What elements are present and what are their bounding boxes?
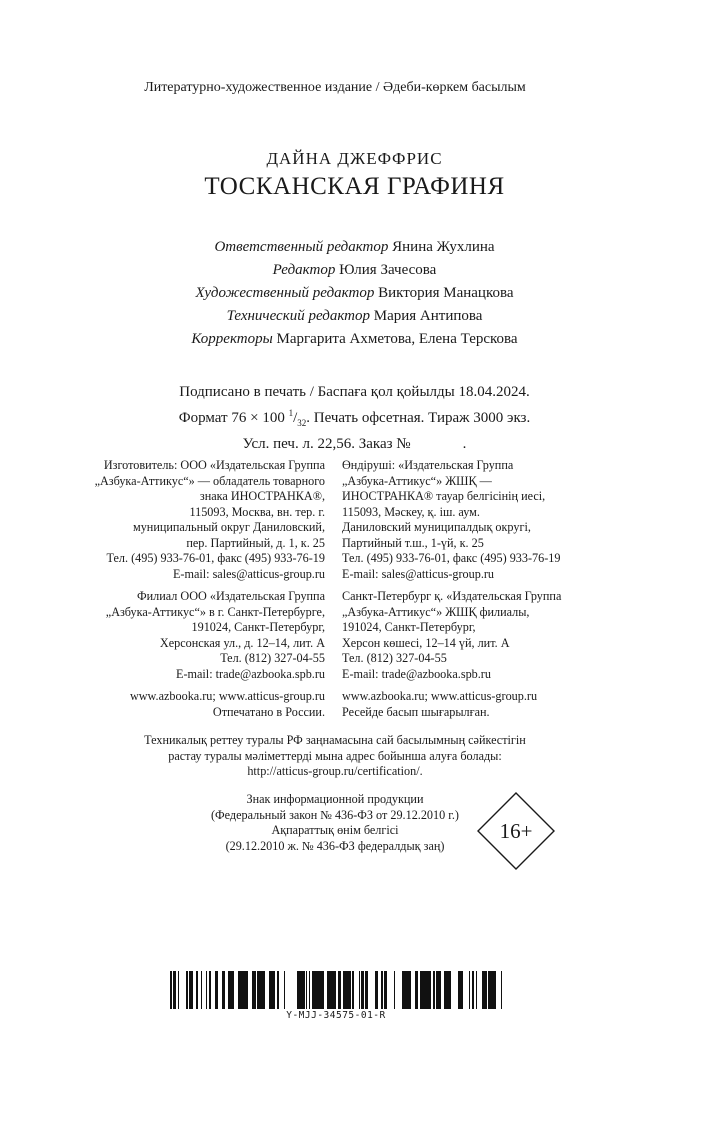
barcode-bar bbox=[444, 971, 446, 1009]
credit-role: Ответственный редактор bbox=[214, 239, 389, 255]
text-line: E-mail: trade@azbooka.spb.ru bbox=[176, 666, 325, 681]
text-line: ИНОСТРАНКА® тауар белгісінің иесі, bbox=[342, 489, 546, 503]
barcode-bar bbox=[209, 971, 210, 1009]
barcode-bar bbox=[297, 971, 298, 1009]
barcode-bar bbox=[343, 971, 346, 1009]
text-line: „Азбука-Аттикус“» — обладатель товарного bbox=[94, 473, 325, 488]
barcode-bar bbox=[439, 971, 441, 1009]
website-line: www.azbooka.ru; www.atticus-group.ru bbox=[342, 689, 538, 703]
barcode-bar bbox=[239, 971, 242, 1009]
text-line: Ресейде басып шығарылған. bbox=[342, 704, 490, 719]
barcode bbox=[170, 971, 502, 1009]
text-line: http://atticus-group.ru/certification/. bbox=[247, 764, 423, 778]
barcode-bar bbox=[327, 971, 329, 1009]
barcode-bar bbox=[222, 971, 225, 1009]
barcode-bar bbox=[494, 971, 496, 1009]
barcode-bar bbox=[319, 971, 322, 1009]
barcode-bar bbox=[322, 971, 324, 1009]
barcode-bar bbox=[178, 971, 179, 1009]
barcode-bar bbox=[312, 971, 314, 1009]
text-line: Филиал ООО «Издательская Группа bbox=[137, 589, 325, 603]
barcode-bar bbox=[381, 971, 383, 1009]
credit-name: Мария Антипова bbox=[373, 308, 483, 324]
print-info bbox=[0, 382, 709, 455]
text-line: (Федеральный закон № 436-ФЗ от 29.12.2010 г.) bbox=[211, 807, 459, 822]
barcode-bar bbox=[309, 971, 310, 1009]
text-line: Херсонская ул., д. 12–14, лит. А bbox=[159, 635, 325, 650]
barcode-bar bbox=[316, 971, 317, 1009]
barcode-bar bbox=[260, 971, 262, 1009]
barcode-bar bbox=[384, 971, 385, 1009]
format-fraction-den: 32 bbox=[297, 418, 307, 428]
barcode-bar bbox=[426, 971, 427, 1009]
format-prefix: Формат 76 × 100 bbox=[178, 410, 285, 426]
web-ru bbox=[60, 689, 325, 720]
barcode-bar bbox=[242, 971, 245, 1009]
credit-role: Художественный редактор bbox=[195, 285, 375, 301]
barcode-bar bbox=[259, 971, 260, 1009]
text-line: E-mail: sales@atticus-group.ru bbox=[172, 566, 325, 581]
barcode-label: Y-MJJ-34575-01-R bbox=[286, 1010, 386, 1021]
credit-role: Технический редактор bbox=[226, 308, 370, 324]
barcode-bar bbox=[361, 971, 364, 1009]
barcode-bar bbox=[375, 971, 378, 1009]
barcode-bar bbox=[472, 971, 474, 1009]
barcode-bar bbox=[230, 971, 232, 1009]
credit-line bbox=[0, 282, 709, 305]
barcode-bar bbox=[284, 971, 285, 1009]
text-line: Партийный т.ш., 1-үй, к. 25 bbox=[342, 535, 484, 550]
barcode-bar bbox=[476, 971, 477, 1009]
barcode-bar bbox=[338, 971, 341, 1009]
barcode-bar bbox=[427, 971, 428, 1009]
text-line: Ақпараттық өнім белгісі bbox=[271, 823, 399, 837]
format-suffix: . Печать офсетная. Тираж 3000 экз. bbox=[306, 410, 531, 426]
barcode-bar bbox=[302, 971, 305, 1009]
barcode-bar bbox=[488, 971, 491, 1009]
barcode-bar bbox=[446, 971, 449, 1009]
barcode-bar bbox=[416, 971, 418, 1009]
barcode-bar bbox=[232, 971, 234, 1009]
print-format: Формат 76 × 100 $^1/_{32}$. Печать офсетная. Тираж 3000 экз. bbox=[178, 408, 531, 428]
barcode-bar bbox=[238, 971, 239, 1009]
text-line: Санкт-Петербург қ. «Издательская Группа bbox=[342, 589, 562, 603]
barcode-bar bbox=[491, 971, 494, 1009]
manufacturer-kz bbox=[342, 458, 622, 582]
credit-line bbox=[0, 305, 709, 328]
barcode-bar bbox=[196, 971, 198, 1009]
credit-name: Янина Жухлина bbox=[392, 239, 495, 255]
barcode-bar bbox=[257, 971, 259, 1009]
barcode-bar bbox=[300, 971, 302, 1009]
age-rating-label: 16+ bbox=[499, 819, 533, 843]
barcode-bar bbox=[210, 971, 211, 1009]
barcode-bar bbox=[245, 971, 248, 1009]
barcode-bar bbox=[484, 971, 487, 1009]
age-rating-badge bbox=[476, 791, 556, 871]
info-sign-block bbox=[150, 792, 520, 854]
text-line: знака ИНОСТРАНКА®, bbox=[199, 489, 325, 503]
barcode-bar bbox=[405, 971, 406, 1009]
sheets-text: Усл. печ. л. 22,56. Заказ № bbox=[242, 436, 411, 452]
text-line: муниципальный округ Даниловский, bbox=[133, 520, 325, 534]
barcode-bar bbox=[402, 971, 405, 1009]
barcode-bar bbox=[192, 971, 193, 1009]
barcode-bar bbox=[255, 971, 256, 1009]
credits-block bbox=[0, 236, 709, 351]
barcode-bar bbox=[272, 971, 274, 1009]
barcode-bar bbox=[329, 971, 332, 1009]
barcode-bar bbox=[433, 971, 435, 1009]
credit-role: Корректоры bbox=[191, 331, 273, 347]
barcode-bar bbox=[314, 971, 316, 1009]
barcode-bar bbox=[359, 971, 360, 1009]
text-line: 191024, Санкт-Петербург, bbox=[342, 620, 476, 634]
text-line: 191024, Санкт-Петербург, bbox=[191, 620, 325, 634]
barcode-bar bbox=[298, 971, 300, 1009]
barcode-bar bbox=[469, 971, 470, 1009]
barcode-bar bbox=[352, 971, 354, 1009]
barcode-bar bbox=[252, 971, 255, 1009]
website-line: www.azbooka.ru; www.atticus-group.ru bbox=[129, 689, 325, 703]
sheets-end: . bbox=[462, 436, 467, 452]
text-line: (29.12.2010 ж. № 436-ФЗ федералдық заң) bbox=[225, 838, 445, 853]
credit-role: Редактор bbox=[272, 262, 336, 278]
barcode-bar bbox=[306, 971, 307, 1009]
text-line: „Азбука-Аттикус“» ЖШҚ филиалы, bbox=[342, 604, 530, 619]
barcode-bar bbox=[420, 971, 423, 1009]
barcode-bar bbox=[170, 971, 172, 1009]
print-signed: Подписано в печать / Баспаға қол қойылды 18.04.2024. bbox=[179, 384, 530, 400]
barcode-bar bbox=[394, 971, 395, 1009]
barcode-bar bbox=[365, 971, 366, 1009]
barcode-bar bbox=[482, 971, 484, 1009]
text-line: растау туралы мәліметтерді мына адрес бойынша алуға болады: bbox=[168, 748, 502, 763]
text-line: Даниловский муниципалдық округі, bbox=[342, 520, 531, 534]
barcode-bar bbox=[366, 971, 367, 1009]
barcode-bar bbox=[215, 971, 218, 1009]
barcode-bar bbox=[348, 971, 351, 1009]
text-line: Херсон көшесі, 12–14 үй, лит. А bbox=[342, 635, 510, 650]
barcode-bar bbox=[367, 971, 368, 1009]
text-line: Тел. (812) 327-04-55 bbox=[220, 651, 325, 665]
barcode-bar bbox=[228, 971, 230, 1009]
barcode-bar bbox=[436, 971, 439, 1009]
text-line: 115093, Мәскеу, қ. іш. аум. bbox=[342, 504, 480, 519]
barcode-bar bbox=[415, 971, 416, 1009]
barcode-bar bbox=[277, 971, 279, 1009]
text-line: Тел. (812) 327-04-55 bbox=[342, 651, 447, 665]
web-kz bbox=[342, 689, 622, 720]
barcode-bar bbox=[428, 971, 431, 1009]
credit-name: Маргарита Ахметова, Елена Терскова bbox=[276, 331, 518, 347]
barcode-bar bbox=[458, 971, 460, 1009]
text-line: Тел. (495) 933-76-01, факс (495) 933-76-19 bbox=[342, 551, 561, 565]
text-line: пер. Партийный, д. 1, к. 25 bbox=[186, 535, 325, 550]
barcode-bar bbox=[406, 971, 409, 1009]
barcode-bar bbox=[189, 971, 192, 1009]
barcode-bar bbox=[334, 971, 336, 1009]
barcode-bar bbox=[201, 971, 202, 1009]
barcode-bar bbox=[385, 971, 387, 1009]
author-name: ДАЙНА ДЖЕФФРИС bbox=[266, 149, 443, 168]
manufacturer-ru bbox=[60, 458, 325, 582]
text-line: Тел. (495) 933-76-01, факс (495) 933-76-19 bbox=[106, 551, 325, 565]
book-title: ТОСКАНСКАЯ ГРАФИНЯ bbox=[204, 173, 505, 200]
credit-name: Виктория Манацкова bbox=[378, 285, 514, 301]
text-line: „Азбука-Аттикус“» в г. Санкт-Петербурге, bbox=[105, 604, 325, 619]
barcode-bar bbox=[409, 971, 411, 1009]
barcode-bar bbox=[460, 971, 463, 1009]
text-line: Изготовитель: ООО «Издательская Группа bbox=[103, 458, 325, 472]
barcode-bar bbox=[173, 971, 175, 1009]
text-line: Отпечатано в России. bbox=[212, 704, 325, 719]
barcode-bar bbox=[501, 971, 502, 1009]
barcode-bar bbox=[449, 971, 451, 1009]
credit-name: Юлия Зачесова bbox=[339, 262, 437, 278]
barcode-bar bbox=[175, 971, 176, 1009]
text-line: „Азбука-Аттикус“» ЖШҚ — bbox=[342, 473, 492, 488]
barcode-bar bbox=[269, 971, 272, 1009]
barcode-bar bbox=[423, 971, 426, 1009]
branch-ru bbox=[60, 589, 325, 682]
print-sheets bbox=[0, 434, 709, 455]
barcode-bar bbox=[186, 971, 188, 1009]
format-fraction-num: 1 bbox=[288, 408, 294, 418]
text-line: E-mail: trade@azbooka.spb.ru bbox=[342, 666, 491, 681]
text-line: E-mail: sales@atticus-group.ru bbox=[342, 566, 495, 581]
credit-line bbox=[0, 328, 709, 351]
barcode-bar bbox=[346, 971, 348, 1009]
credit-line bbox=[0, 236, 709, 259]
barcode-bar bbox=[264, 971, 265, 1009]
barcode-bar bbox=[206, 971, 207, 1009]
text-line: Өндіруші: «Издательская Группа bbox=[342, 458, 514, 472]
barcode-bar bbox=[317, 971, 319, 1009]
text-line: Техникалық реттеу туралы РФ заңнамасына сай басылымның сәйкестігін bbox=[144, 733, 526, 747]
certification-block bbox=[0, 733, 670, 780]
barcode-bar bbox=[332, 971, 334, 1009]
credit-line bbox=[0, 259, 709, 282]
branch-kz bbox=[342, 589, 622, 682]
barcode-bar bbox=[262, 971, 264, 1009]
barcode-bar bbox=[274, 971, 275, 1009]
edition-type: Литературно-художественное издание / Әдеби-көркем басылым bbox=[144, 80, 526, 95]
text-line: 115093, Москва, вн. тер. г. bbox=[189, 504, 325, 519]
text-line: Знак информационной продукции bbox=[246, 792, 424, 806]
